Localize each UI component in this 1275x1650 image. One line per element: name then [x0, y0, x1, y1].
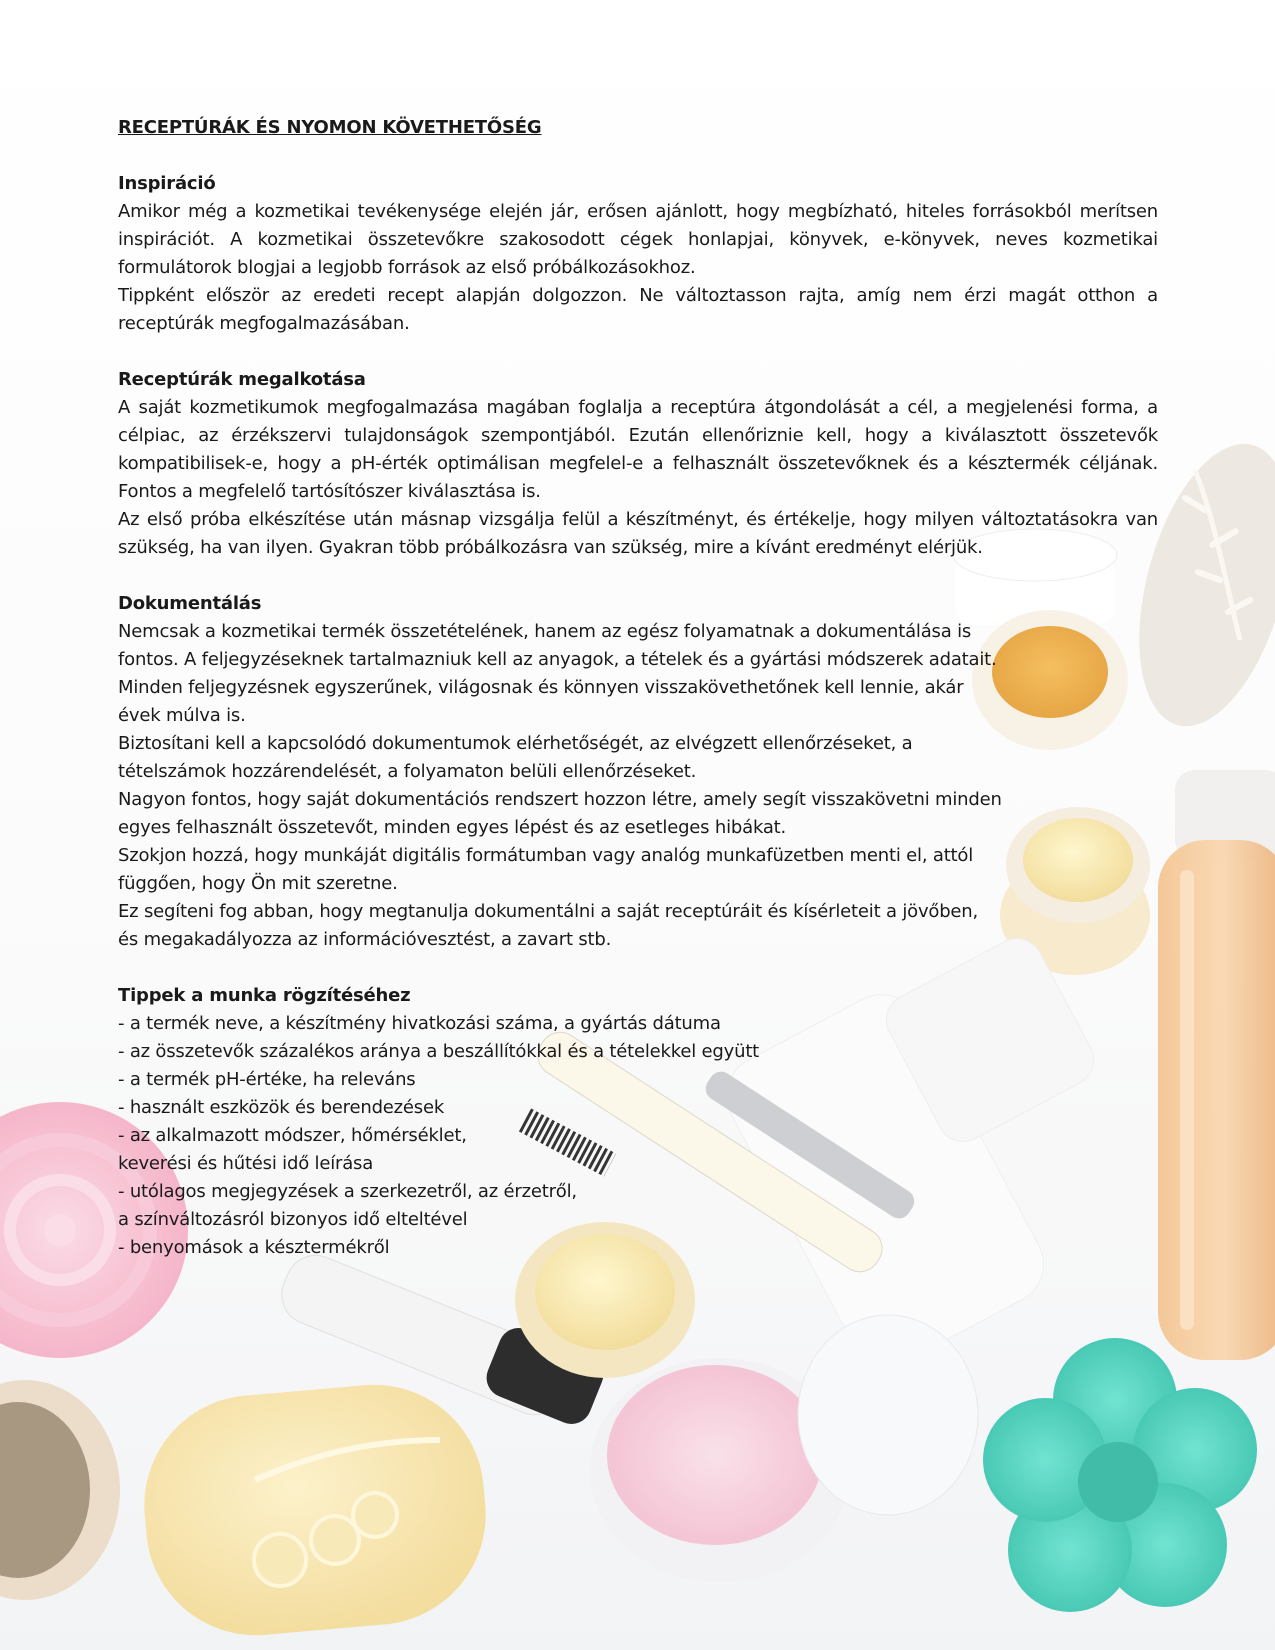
paragraph: Nagyon fontos, hogy saját dokumentációs rendszert hozzon létre, amely segít visszakövetni minden egyes felhasznált összetevőt, minden egyes lépést és az esetleges hibákat.	[118, 789, 1002, 838]
paragraph: Biztosítani kell a kapcsolódó dokumentumok elérhetőségét, az elvégzett ellenőrzéseket, a tételszámok hozzárendelését, a folyamaton belüli ellenőrzéseket.	[118, 733, 913, 782]
list-item: - utólagos megjegyzések a szerkezetről, az érzetről, a színváltozásról bizonyos idő elteltével	[118, 1181, 577, 1230]
paragraph: Tippként először az eredeti recept alapján dolgozzon. Ne változtasson rajta, amíg nem érzi magát otthon a receptúrák megfogalmazásában.	[118, 285, 1158, 334]
tips-list	[118, 1010, 1158, 1262]
section-heading: Tippek a munka rögzítéséhez	[118, 985, 411, 1006]
section-tippek	[118, 982, 1158, 1262]
list-item: - használt eszközök és berendezések	[118, 1097, 445, 1118]
document-title: RECEPTÚRÁK ÉS NYOMON KÖVETHETŐSÉG	[118, 117, 542, 138]
list-item: - a termék neve, a készítmény hivatkozási száma, a gyártás dátuma	[118, 1013, 721, 1034]
section-dokumentalas	[118, 590, 1158, 954]
list-item: - az összetevők százalékos aránya a beszállítókkal és a tételekkel együtt	[118, 1041, 760, 1062]
paragraph: Nemcsak a kozmetikai termék összetételének, hanem az egész folyamatnak a dokumentálása is fontos. A feljegyzéseknek tartalmazniuk kell az anyagok, a tételek és a gyártási módszerek adatait. Minden feljegyzésnek egyszerűnek, világosnak és könnyen visszakövethetőnek kell lennie, akár évek múlva is.	[118, 621, 997, 726]
section-inspiracio	[118, 170, 1158, 338]
section-heading: Receptúrák megalkotása	[118, 369, 366, 390]
paragraph: Szokjon hozzá, hogy munkáját digitális formátumban vagy analóg munkafüzetben menti el, attól függően, hogy Ön mit szeretne.	[118, 845, 974, 894]
section-recepturak-megalkotasa	[118, 366, 1158, 562]
paragraph: Az első próba elkészítése után másnap vizsgálja felül a készítményt, és értékelje, hogy milyen változtatásokra van szükség, ha van ilyen. Gyakran több próbálkozásra van szükség, mire a kívánt eredményt elérjük.	[118, 509, 1158, 558]
list-item: - az alkalmazott módszer, hőmérséklet, keverési és hűtési idő leírása	[118, 1125, 467, 1174]
section-heading: Dokumentálás	[118, 593, 262, 614]
section-heading: Inspiráció	[118, 173, 216, 194]
paragraph: Amikor még a kozmetikai tevékenysége elején jár, erősen ajánlott, hogy megbízható, hiteles forrásokból merítsen inspirációt. A kozmetikai összetevőkre szakosodott cégek honlapjai, könyvek, e-könyvek, neves kozmetikai formulátorok blogjai a legjobb források az első próbálkozásokhoz.	[118, 201, 1158, 278]
list-item: - a termék pH-értéke, ha releváns	[118, 1069, 416, 1090]
list-item: - benyomások a késztermékről	[118, 1237, 390, 1258]
paragraph: Ez segíteni fog abban, hogy megtanulja dokumentálni a saját receptúráit és kísérleteit a jövőben, és megakadályozza az információvesztést, a zavart stb.	[118, 901, 979, 950]
paragraph: A saját kozmetikumok megfogalmazása magában foglalja a receptúra átgondolását a cél, a megjelenési forma, a célpiac, az érzékszervi tulajdonságok szempontjából. Ezután ellenőriznie kell, hogy a kiválasztott összetevők kompatibilisek-e, hogy a pH-érték optimálisan megfelel-e a felhasznált összetevőknek és a késztermék céljának. Fontos a megfelelő tartósítószer kiválasztása is.	[118, 397, 1158, 502]
document-body	[118, 114, 1158, 1290]
